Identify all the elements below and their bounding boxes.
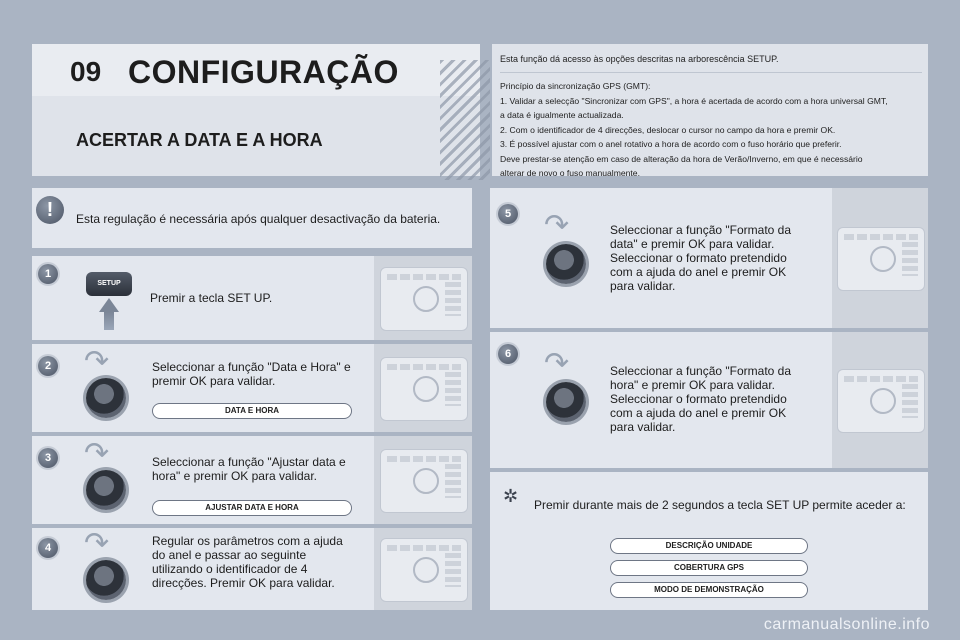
step-5-badge: 5 xyxy=(498,204,518,224)
menu-pill-data-e-hora: DATA E HORA xyxy=(152,403,352,419)
intro-panel xyxy=(492,44,928,176)
rotary-knob-icon xyxy=(546,244,586,284)
radio-thumbnail xyxy=(832,332,928,468)
step-1-text: Premir a tecla SET UP. xyxy=(150,291,273,305)
decorative-stripes xyxy=(440,60,490,180)
step-4-text: Regular os parâmetros com a ajuda do anel e passar ao seguinte utilizando o identificador de 4 direcções. Premir OK para validar. xyxy=(152,534,343,590)
intro-line: 3. É possível ajustar com o anel rotativo a hora de acordo com o fuso horário que preferir. xyxy=(500,139,842,149)
option-pill-modo-demonstracao: MODO DE DEMONSTRAÇÃO xyxy=(610,582,808,598)
section-subtitle: ACERTAR A DATA E A HORA xyxy=(76,130,323,150)
step-2-text: Seleccionar a função "Data e Hora" e premir OK para validar. xyxy=(152,360,351,388)
radio-unit-icon xyxy=(380,449,468,513)
rotate-arrow-icon: ↷ xyxy=(84,437,110,470)
radio-unit-icon xyxy=(837,227,925,291)
radio-thumbnail xyxy=(374,256,472,340)
radio-unit-icon xyxy=(837,369,925,433)
chapter-title: CONFIGURAÇÃO xyxy=(128,54,399,90)
step-4-badge: 4 xyxy=(38,538,58,558)
press-arrow-stem xyxy=(104,312,114,330)
step-6-text: Seleccionar a função "Formato da hora" e premir OK para validar. Seleccionar o formato pretendido com a ajuda do anel e premir OK para validar. xyxy=(610,364,792,434)
menu-pill-ajustar-data-e-hora: AJUSTAR DATA E HORA xyxy=(152,500,352,516)
option-pill-descricao-unidade: DESCRIÇÃO UNIDADE xyxy=(610,538,808,554)
intro-line: a data é igualmente actualizada. xyxy=(500,110,624,120)
option-pill-cobertura-gps: COBERTURA GPS xyxy=(610,560,808,576)
rotate-arrow-icon: ↷ xyxy=(544,347,570,380)
intro-line: 1. Validar a selecção "Sincronizar com GPS", a hora é acertada de acordo com a hora universal GMT, xyxy=(500,95,888,106)
tip-text: Premir durante mais de 2 segundos a tecla SET UP permite aceder a: xyxy=(534,498,906,512)
radio-thumbnail xyxy=(374,528,472,610)
radio-unit-icon xyxy=(380,357,468,421)
radio-thumbnail xyxy=(832,188,928,328)
radio-unit-icon xyxy=(380,267,468,331)
intro-lead: Esta função dá acesso às opções descritas na arborescência SETUP. xyxy=(500,54,779,64)
step-1-badge: 1 xyxy=(38,264,58,284)
radio-unit-icon xyxy=(380,538,468,602)
rotary-knob-icon xyxy=(546,382,586,422)
step-2-badge: 2 xyxy=(38,356,58,376)
step-3-text: Seleccionar a função "Ajustar data e hora" e premir OK para validar. xyxy=(152,455,346,483)
tip-icon: ✲ xyxy=(503,486,519,506)
step-3-badge: 3 xyxy=(38,448,58,468)
radio-thumbnail xyxy=(374,344,472,432)
rotate-arrow-icon: ↷ xyxy=(84,527,110,560)
press-arrow-icon xyxy=(99,298,119,312)
intro-divider xyxy=(500,72,922,73)
rotary-knob-icon xyxy=(86,560,126,600)
warning-icon: ! xyxy=(36,196,64,224)
warning-text: Esta regulação é necessária após qualquer desactivação da bateria. xyxy=(76,212,441,226)
rotary-knob-icon xyxy=(86,378,126,418)
rotate-arrow-icon: ↷ xyxy=(84,345,110,378)
setup-key-icon: SETUP xyxy=(86,272,132,296)
rotary-knob-icon xyxy=(86,470,126,510)
radio-thumbnail xyxy=(374,436,472,524)
intro-line: Princípio da sincronização GPS (GMT): xyxy=(500,81,651,91)
step-6-badge: 6 xyxy=(498,344,518,364)
watermark-text: carmanualsonline.info xyxy=(763,616,930,633)
intro-line: alterar de novo o fuso manualmente. xyxy=(500,168,640,178)
intro-text xyxy=(500,79,924,181)
step-5-text: Seleccionar a função "Formato da data" e premir OK para validar. Seleccionar o formato pretendido com a ajuda do anel e premir OK para validar. xyxy=(610,223,792,293)
rotate-arrow-icon: ↷ xyxy=(544,209,570,242)
intro-line: Deve prestar-se atenção em caso de alteração da hora de Verão/Inverno, em que é necessário xyxy=(500,153,863,164)
intro-line: 2. Com o identificador de 4 direcções, deslocar o cursor no campo da hora e premir OK. xyxy=(500,124,836,135)
chapter-number: 09 xyxy=(70,56,102,87)
